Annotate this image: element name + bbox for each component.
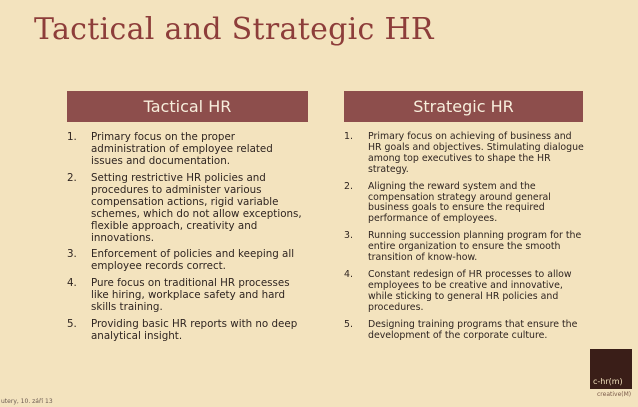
strategic-hr-header: Strategic HR xyxy=(344,91,583,122)
item-number: 4. xyxy=(67,277,77,290)
item-text: Aligning the reward system and the compensation strategy around general business goals to ensure the required performance of employees. xyxy=(368,180,551,225)
list-item xyxy=(344,132,584,176)
list-item xyxy=(344,182,584,226)
strategic-hr-list xyxy=(344,132,584,347)
item-text: Setting restrictive HR policies and procedures to administer various compensation actions, rigid variable schemes, which do not allow exceptions, flexible approach, creativity and innovations. xyxy=(91,171,302,244)
item-number: 1. xyxy=(344,131,353,142)
list-item xyxy=(344,231,584,264)
item-number: 4. xyxy=(344,268,353,280)
list-item xyxy=(67,278,307,314)
list-item xyxy=(67,132,307,168)
list-item xyxy=(344,270,584,314)
item-number: 5. xyxy=(67,318,77,331)
list-item xyxy=(67,173,307,245)
page-title: Tactical and Strategic HR xyxy=(34,12,434,47)
item-number: 2. xyxy=(67,171,77,184)
tactical-hr-list xyxy=(67,132,307,348)
item-text: Pure focus on traditional HR processes like hiring, workplace safety and hard skills training. xyxy=(91,277,290,314)
logo xyxy=(590,349,632,389)
item-number: 3. xyxy=(344,230,353,242)
tactical-hr-header: Tactical HR xyxy=(67,91,308,122)
item-text: Providing basic HR reports with no deep analytical insight. xyxy=(91,318,298,343)
list-item xyxy=(344,320,584,342)
logo-caption: creative(M) xyxy=(597,391,632,398)
item-number: 1. xyxy=(67,131,77,143)
item-text: Constant redesign of HR processes to allow employees to be creative and innovative, while sticking to general HR policies and procedures. xyxy=(368,268,572,313)
item-text: Primary focus on achieving of business and HR goals and objectives. Stimulating dialogue among top executives to shape the HR strategy. xyxy=(368,131,584,175)
list-item xyxy=(67,249,307,273)
logo-text: c-hr(m) xyxy=(593,377,623,386)
item-text: Designing training programs that ensure the development of the corporate culture. xyxy=(368,318,578,341)
item-number: 5. xyxy=(344,318,353,330)
item-text: Enforcement of policies and keeping all employee records correct. xyxy=(91,248,295,273)
list-item xyxy=(67,319,307,343)
item-number: 3. xyxy=(67,248,77,261)
item-text: Running succession planning program for the entire organization to ensure the smooth transition of know-how. xyxy=(368,230,582,264)
footer-date: utery, 10. září 13 xyxy=(1,398,53,405)
item-text: Primary focus on the proper administration of employee related issues and documentation. xyxy=(91,131,273,167)
item-number: 2. xyxy=(344,180,353,192)
